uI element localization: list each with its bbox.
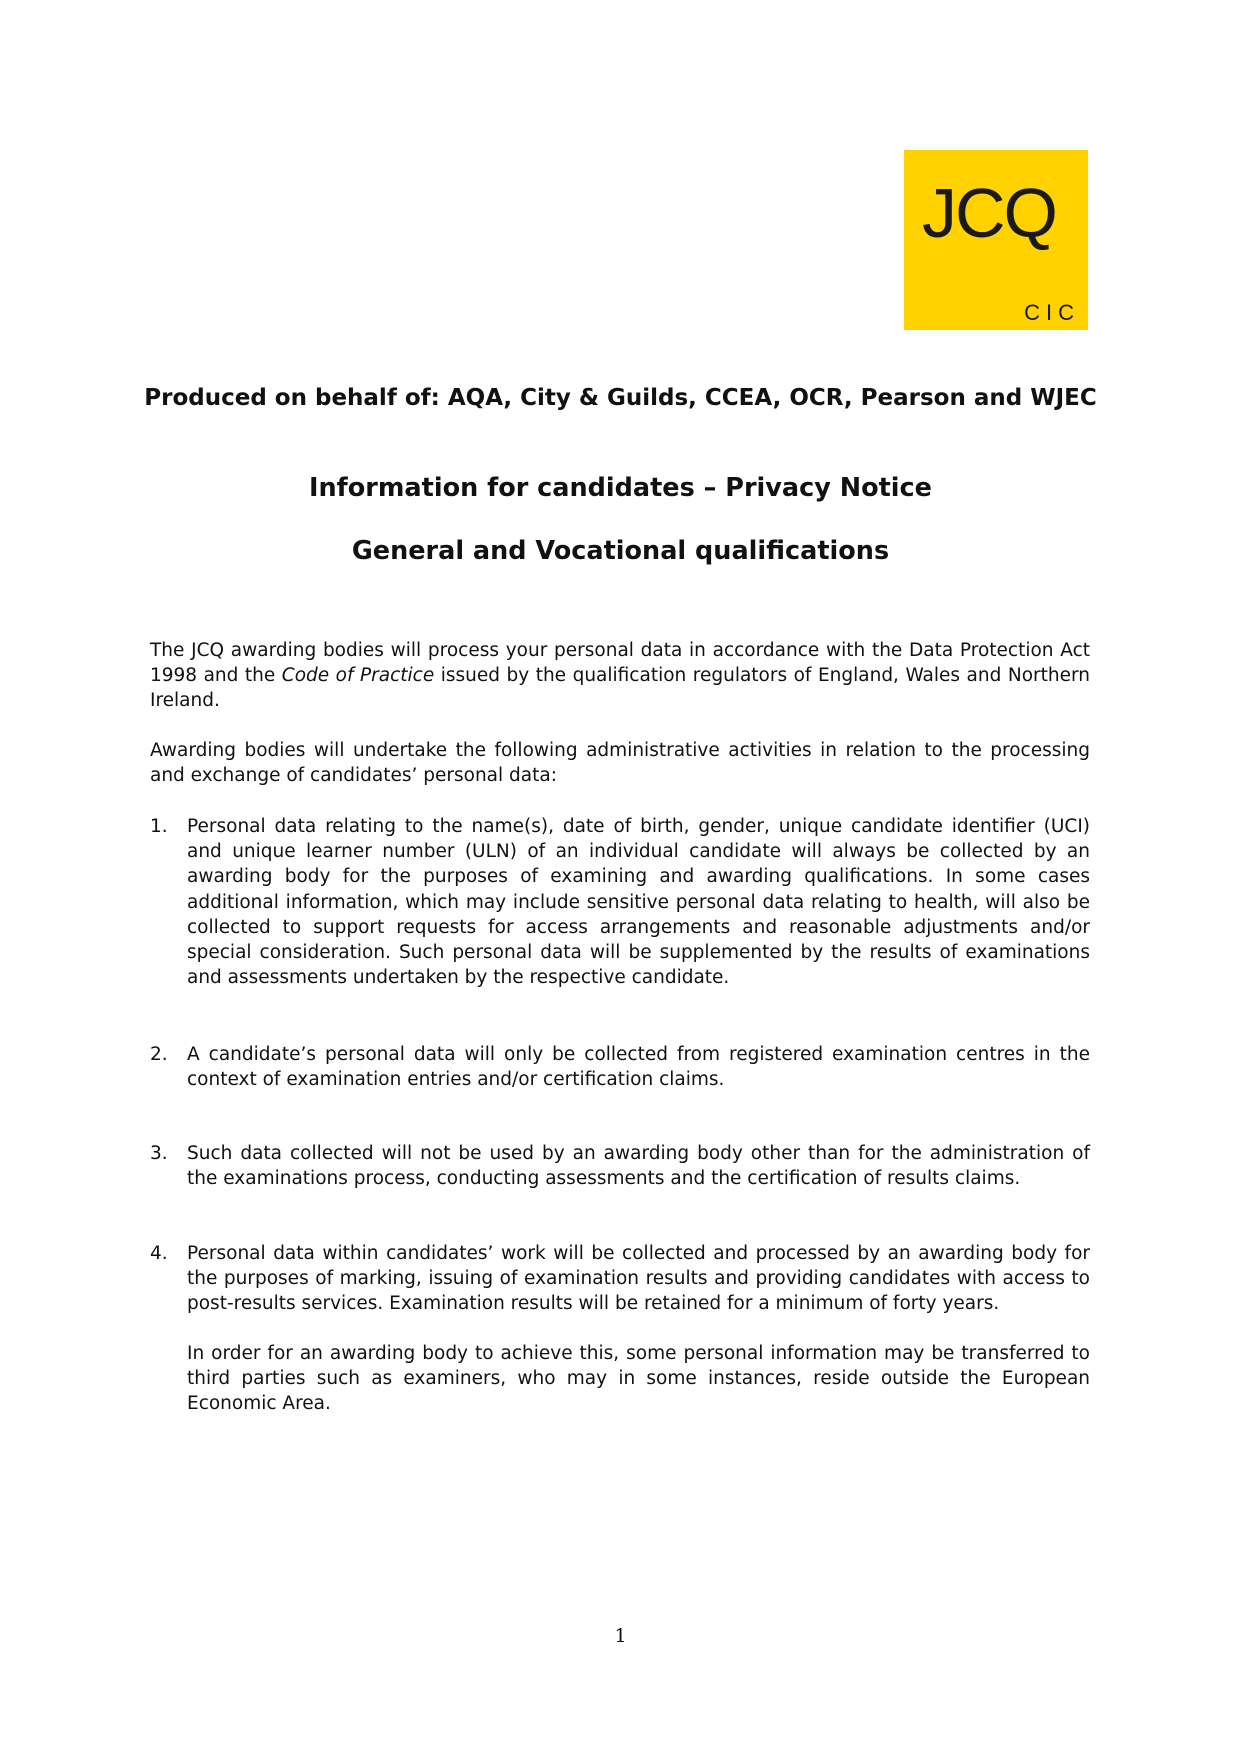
list-item-text-continued: In order for an awarding body to achieve this, some personal information may be transferred to third parties such as examiners, who may in some instances, reside outside the European Economic Area. <box>187 1342 1090 1415</box>
document-subtitle: General and Vocational qualifications <box>351 536 890 566</box>
list-item-number: 4. <box>150 1243 168 1264</box>
list-item-body <box>187 1141 1090 1191</box>
intro-paragraph-1 <box>150 638 1090 714</box>
logo-wordmark: JCQ <box>922 174 1056 252</box>
code-of-practice-italic: Code of Practice <box>281 665 435 687</box>
list-item-body <box>187 814 1090 990</box>
jcq-logo <box>904 150 1088 330</box>
page-number: 1 <box>614 1625 627 1647</box>
intro-paragraph-2: Awarding bodies will undertake the following administrative activities in relation to the processing and exchange of candidates’ personal data: <box>150 740 1090 787</box>
list-item <box>150 1042 1090 1092</box>
intro-text-part2: issued by the qualification regulators of England, Wales and Northern Ireland. <box>150 665 1091 712</box>
logo-subtext: CIC <box>1024 300 1080 325</box>
list-item <box>150 1141 1090 1191</box>
document-title: Information for candidates – Privacy Notice <box>309 473 932 503</box>
list-item-text: Personal data within candidates’ work will be collected and processed by an awarding body for the purposes of marking, issuing of examination results and providing candidates with access to post-results services. Examination results will be retained for a minimum of forty years. <box>187 1243 1090 1315</box>
list-item-body <box>187 1241 1090 1416</box>
intro-text-part1: The JCQ awarding bodies will process your personal data in accordance with the Data Protection Act 1998 and the <box>150 640 1090 687</box>
list-item-number: 2. <box>150 1044 168 1065</box>
list-item-number: 3. <box>150 1143 168 1164</box>
list-item-number: 1. <box>150 816 168 837</box>
list-item-body <box>187 1042 1090 1092</box>
list-item-text: Personal data relating to the name(s), date of birth, gender, unique candidate identifier (UCI) and unique learner number (ULN) of an individual candidate will always be collected by an awarding body for the purposes of examining and awarding qualifications. In some cases additional information, which may include sensitive personal data relating to health, will also be collected to support requests for access arrangements and reasonable adjustments and/or special consideration. Such personal data will be supplemented by the results of examinations and assessments undertaken by the respective candidate. <box>187 816 1090 989</box>
produced-on-behalf-heading: Produced on behalf of: AQA, City & Guilds, CCEA, OCR, Pearson and WJEC <box>144 385 1097 411</box>
list-item <box>150 1241 1090 1416</box>
list-item-text: Such data collected will not be used by an awarding body other than for the administration of the examinations process, conducting assessments and the certification of results claims. <box>187 1143 1090 1190</box>
list-item <box>150 814 1090 990</box>
list-item-text: A candidate’s personal data will only be collected from registered examination centres in the context of examination entries and/or certification claims. <box>187 1044 1090 1091</box>
